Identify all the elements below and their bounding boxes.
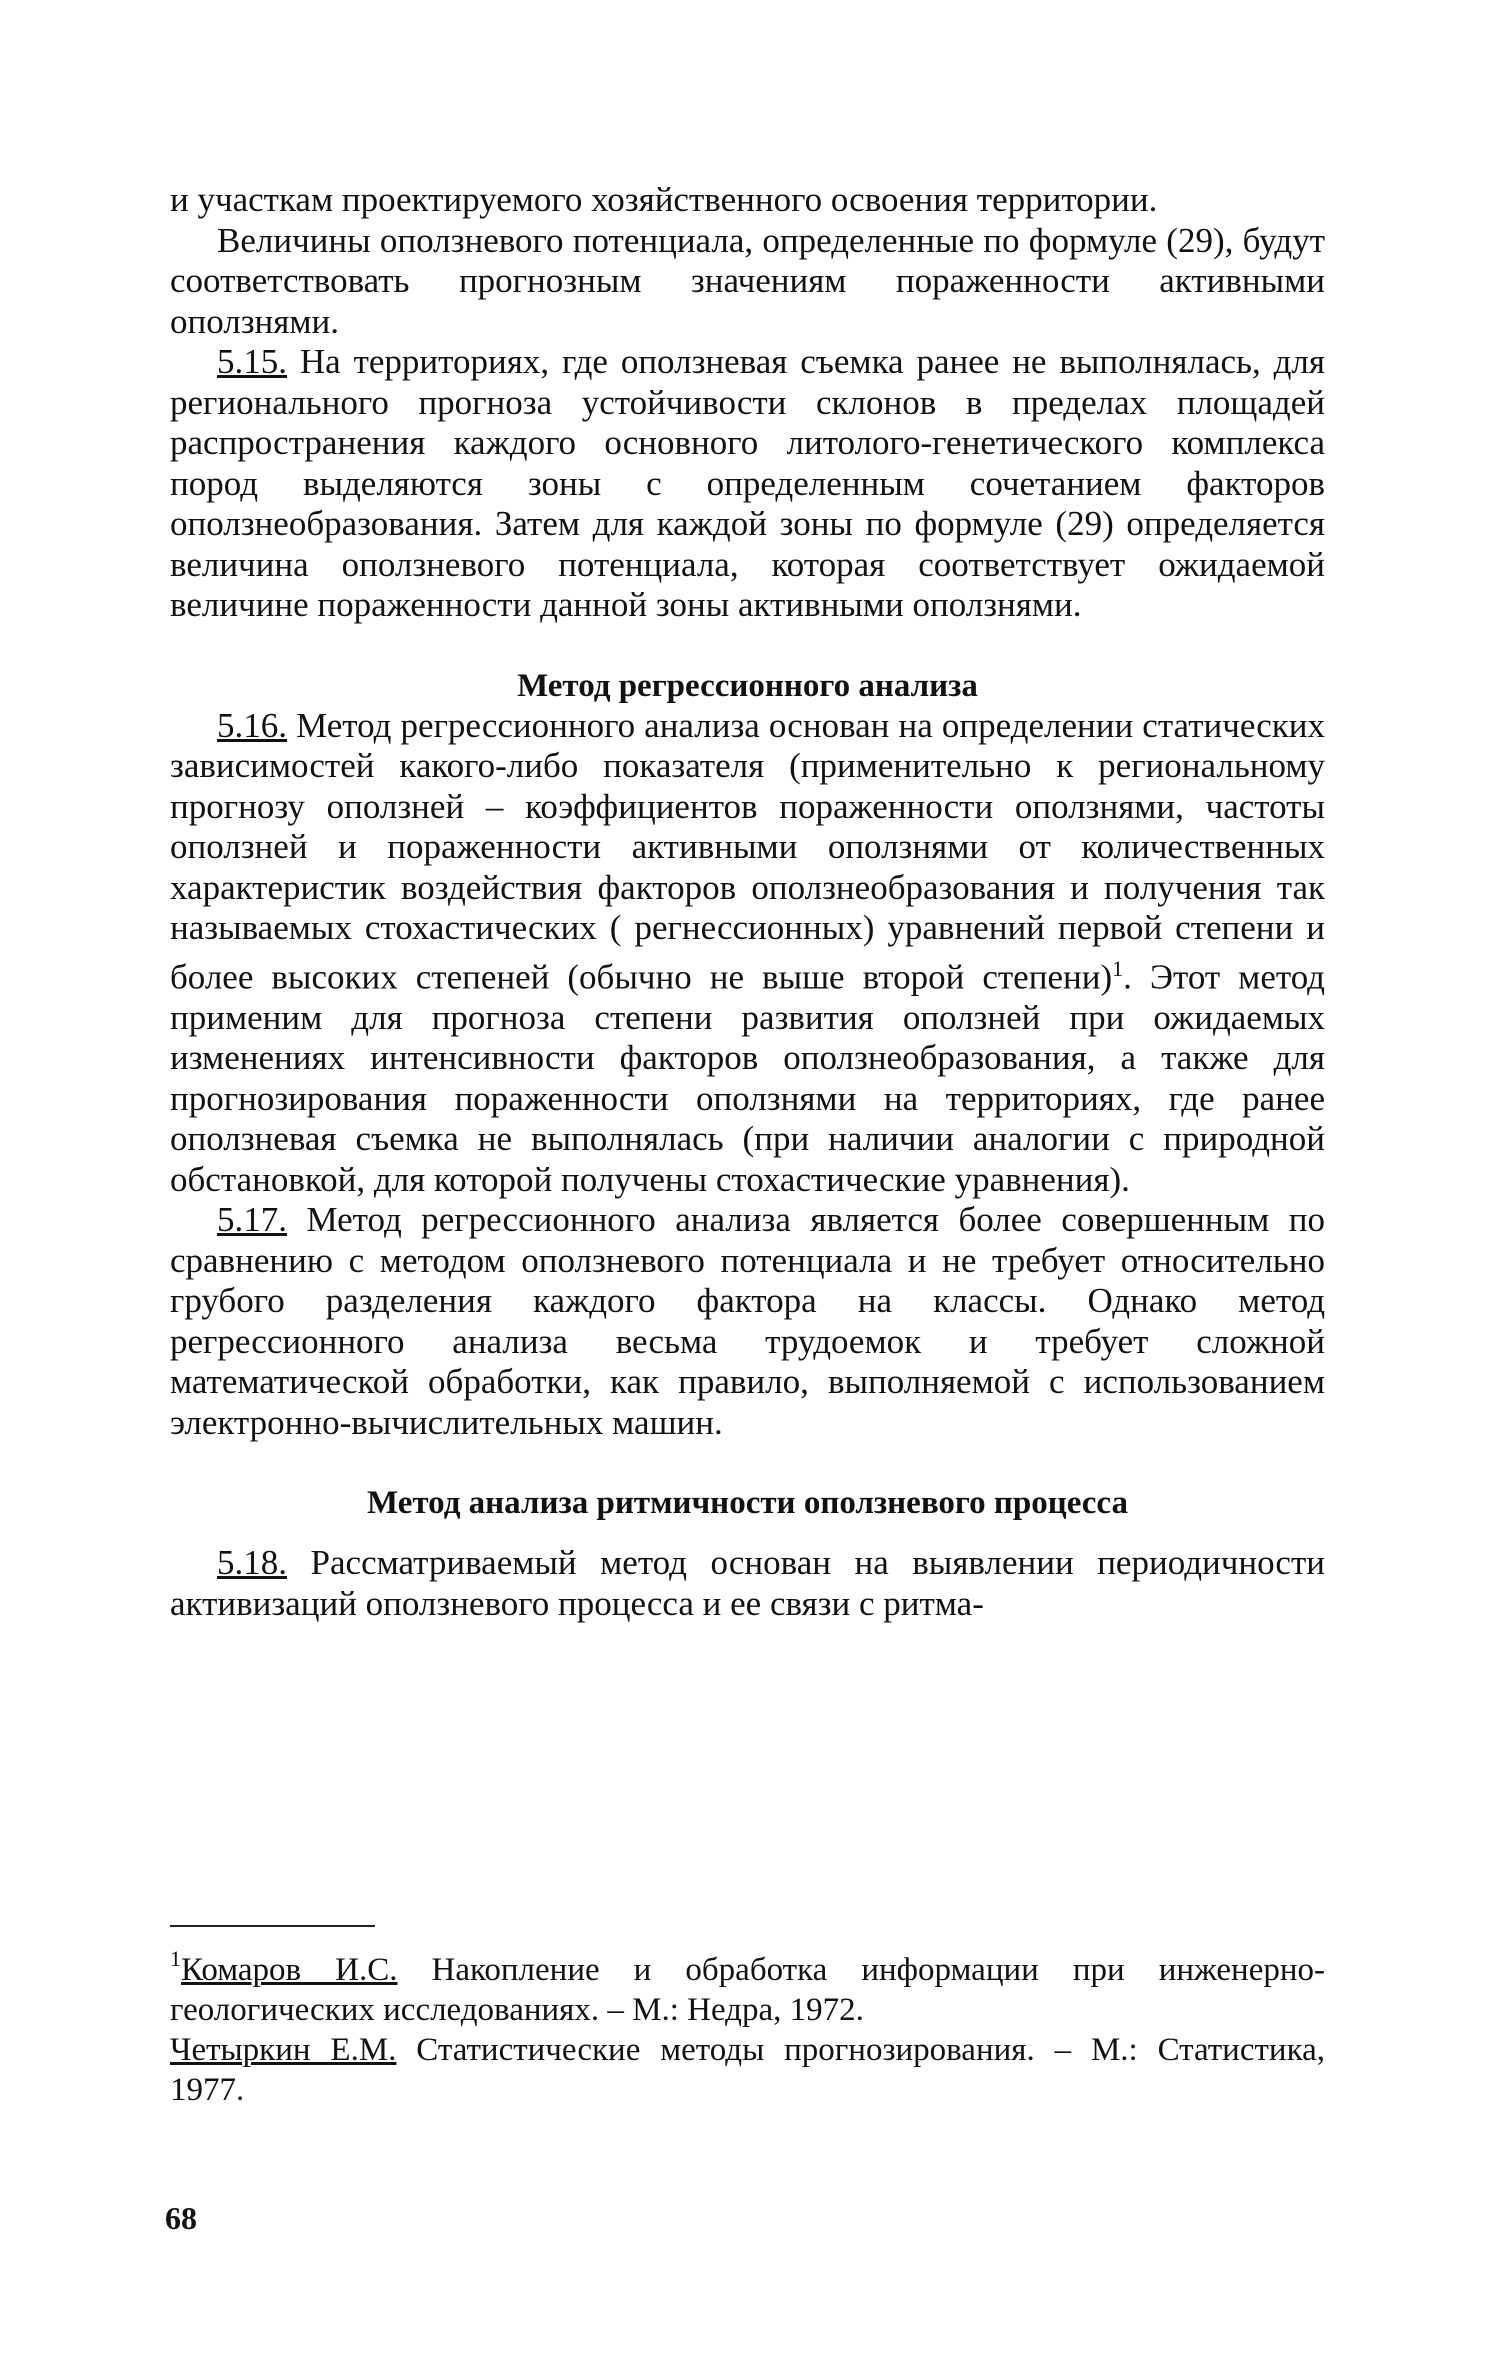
- paragraph-text: Метод регрессионного анализа является более совершенным по сравнению с методом оползневого потенциала и не требует относительно грубого разделения каждого фактора на классы. Однако метод регрессионного анализа весьма трудоемок и требует сложной математической обработки, как правило, выполняемой с использованием электронно-вычислительных машин.: [170, 1200, 1325, 1442]
- paragraph-text: Величины оползневого потенциала, определенные по формуле (29), будут соответствовать прогнозным значениям пораженности активными оползнями.: [170, 220, 1325, 341]
- paragraph-5-16: [170, 706, 1325, 1201]
- footnote-author: Комаров И.С.: [181, 1952, 398, 1988]
- paragraph-text: . Этот метод применим для прогноза степени развития оползней при ожидаемых изменениях интенсивности факторов оползнеобразования, а также для прогнозирования пораженности оползнями на территориях, где ранее оползневая съемка не выполнялась (при наличии аналогии с природной обстановкой, для которой получены стохастические уравнения).: [170, 957, 1325, 1199]
- section-number: 5.18.: [217, 1543, 287, 1583]
- section-number: 5.17.: [217, 1200, 287, 1240]
- paragraph-text: Рассматриваемый метод основан на выявлении периодичности активизаций оползневого процесса и ее связи с ритма-: [170, 1543, 1325, 1623]
- paragraph-5-15: [170, 342, 1325, 626]
- page-number: 68: [165, 2200, 197, 2236]
- footnote-2: [170, 2030, 1325, 2110]
- section-number: 5.16.: [217, 705, 287, 745]
- footnote-marker: 1: [170, 1946, 181, 1971]
- paragraph-text: Метод регрессионного анализа основан на определении статических зависимостей какого-либо показателя (применительно к региональному прогнозу оползней – коэффициентов пораженности оползнями, частоты оползней и пораженности активными оползнями от количественных характеристик воздействия факторов оползнеобразования и получения так называемых стохастических ( регнессионных) уравнений первой степени и более высоких степеней (обычно не выше второй степени): [170, 705, 1325, 997]
- footnote-text: Накопление и обработка информации при инженерно-геологических исследованиях. – М.: Недра, 1972.: [170, 1952, 1325, 2028]
- paragraph-text: и участкам проектируемого хозяйственного освоения территории.: [170, 180, 1158, 219]
- paragraph-potential-values: [170, 221, 1325, 343]
- footnote-1: [170, 1946, 1325, 2030]
- paragraph-5-18: [170, 1543, 1325, 1624]
- footnote-author: Четыркин Е.М.: [170, 2032, 397, 2068]
- footnote-divider: [170, 1925, 375, 1927]
- section-heading-regression: Метод регрессионного анализа: [517, 667, 978, 704]
- paragraph-5-17: [170, 1200, 1325, 1443]
- footnote-ref: 1: [1112, 955, 1124, 981]
- main-text: [170, 180, 1325, 1624]
- paragraph-text: На территориях, где оползневая съемка ранее не выполнялась, для регионального прогноза устойчивости склонов в пределах площадей распространения каждого основного литолого-генетического комплекса пород выделяются зоны с определенным сочетанием факторов оползнеобразования. Затем для каждой зоны по формуле (29) определяется величина оползневого потенциала, которая соответствует ожидаемой величине пораженности данной зоны активными оползнями.: [170, 342, 1325, 624]
- section-heading-rhythm: Метод анализа ритмичности оползневого процесса: [367, 1485, 1128, 1522]
- footnote-text: Статистические методы прогнозирования. – М.: Статистика, 1977.: [170, 2032, 1326, 2108]
- section-number: 5.15.: [217, 342, 287, 381]
- footnotes: [170, 1946, 1326, 2110]
- paragraph-continuation: [170, 180, 1325, 221]
